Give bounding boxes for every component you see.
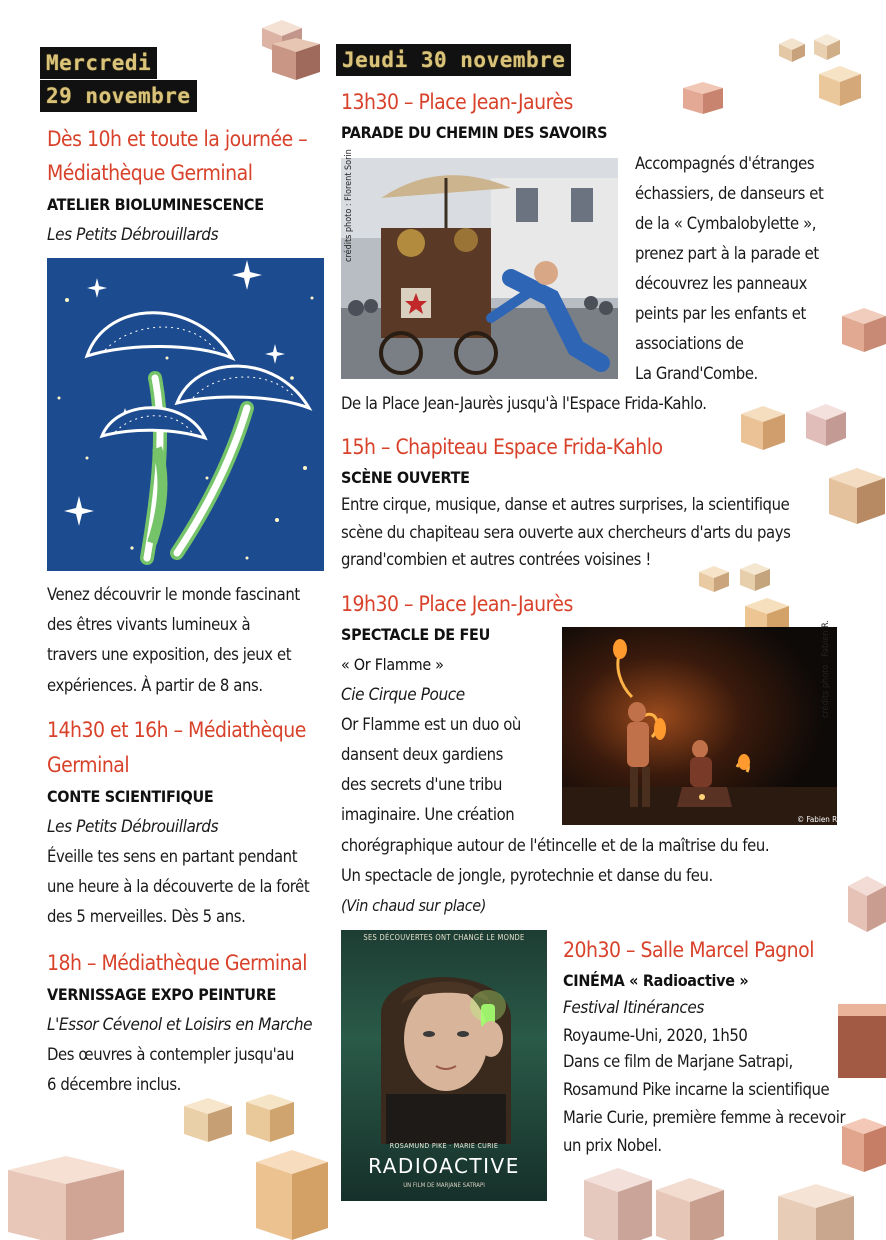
mushroom-illustration xyxy=(47,258,324,571)
event-heading: Dès 10h et toute la journée – xyxy=(47,127,308,151)
cube xyxy=(184,1098,232,1142)
event-heading: 18h – Médiathèque Germinal xyxy=(47,951,307,975)
event-description-line: grand'combien et autres contrées voisines ! xyxy=(341,550,651,569)
cube xyxy=(246,1094,294,1142)
event-description-line: un prix Nobel. xyxy=(563,1136,662,1155)
event-heading: 19h30 – Place Jean-Jaurès xyxy=(341,592,573,616)
event-description-line: scène du chapiteau sera ouverte aux chercheurs d'arts du pays xyxy=(341,523,791,542)
cube xyxy=(584,1168,652,1240)
event-heading: Médiathèque Germinal xyxy=(47,161,253,185)
event-side-text-line: La Grand'Combe. xyxy=(635,364,758,383)
event-side-text-line: découvrez les panneaux xyxy=(635,274,808,293)
event-description-line: chorégraphique autour de l'étincelle et de la maîtrise du feu. xyxy=(341,836,770,855)
event-description-line: imaginaire. Une création xyxy=(341,805,515,824)
event-side-text-line: de la « Cymbalobylette », xyxy=(635,214,817,233)
poster-portrait xyxy=(341,944,547,1144)
cube xyxy=(838,1004,886,1078)
event-organizer: L'Essor Cévenol et Loisirs en Marche xyxy=(47,1015,313,1035)
cube xyxy=(842,308,886,352)
event-caps-title: CINÉMA « Radioactive » xyxy=(563,971,749,990)
event-description-line: expériences. À partir de 8 ans. xyxy=(47,676,263,695)
event-festival: Festival Itinérances xyxy=(563,998,704,1018)
photo-watermark: © Fabien R. xyxy=(797,815,840,824)
event-caps-title: CONTE SCIENTIFIQUE xyxy=(47,787,214,806)
event-side-text-line: associations de xyxy=(635,334,744,353)
event-description-line: Un spectacle de jongle, pyrotechnie et danse du feu. xyxy=(341,866,713,885)
cube xyxy=(272,38,320,80)
fire-show-photo xyxy=(562,627,840,825)
cube xyxy=(656,1178,724,1240)
cube xyxy=(699,566,729,592)
event-description-line: Rosamund Pike incarne la scientifique xyxy=(563,1080,830,1099)
poster-tagline: SES DÉCOUVERTES ONT CHANGÉ LE MONDE xyxy=(363,933,525,942)
event-company: Cie Cirque Pouce xyxy=(341,685,465,705)
event-description-line: des secrets d'une tribu xyxy=(341,775,503,794)
event-side-text-line: échassiers, de danseurs et xyxy=(635,184,824,203)
film-info: Royaume-Uni, 2020, 1h50 xyxy=(563,1026,748,1045)
poster-cast: ROSAMUND PIKE · MARIE CURIE xyxy=(389,1142,499,1150)
event-organizer: Les Petits Débrouillards xyxy=(47,225,219,245)
cube xyxy=(842,1118,886,1172)
event-side-text-line: Accompagnés d'étranges xyxy=(635,154,815,173)
event-description-line: une heure à la découverte de la forêt xyxy=(47,877,310,896)
photo-credit: crédits photo : Florent Sorin xyxy=(344,149,354,262)
event-description-line: des êtres vivants lumineux à xyxy=(47,615,251,634)
event-heading: Germinal xyxy=(47,753,130,777)
photo-credit: crédits photo : Fabien R. xyxy=(821,620,831,718)
event-route: De la Place Jean-Jaurès jusqu'à l'Espace Frida-Kahlo. xyxy=(341,394,707,413)
event-description-line: Entre cirque, musique, danse et autres surprises, la scientifique xyxy=(341,495,790,514)
cube xyxy=(256,1150,328,1240)
event-caps-title: ATELIER BIOLUMINESCENCE xyxy=(47,195,264,214)
event-description-line: dansent deux gardiens xyxy=(341,745,503,764)
event-description-line: des 5 merveilles. Dès 5 ans. xyxy=(47,907,246,926)
event-caps-title: PARADE DU CHEMIN DES SAVOIRS xyxy=(341,123,608,142)
cube xyxy=(848,876,886,932)
cube xyxy=(741,406,785,450)
event-heading: 20h30 – Salle Marcel Pagnol xyxy=(563,938,814,962)
event-caps-title: VERNISSAGE EXPO PEINTURE xyxy=(47,985,277,1004)
event-side-text-line: prenez part à la parade et xyxy=(635,244,819,263)
date-tag-wednesday-line2: 29 novembre xyxy=(40,80,197,112)
event-heading: 13h30 – Place Jean-Jaurès xyxy=(341,90,573,114)
event-description-line: travers une exposition, des jeux et xyxy=(47,645,292,664)
date-tag-wednesday-line1: Mercredi xyxy=(40,47,157,79)
event-organizer: Les Petits Débrouillards xyxy=(47,817,219,837)
event-heading: 15h – Chapiteau Espace Frida-Kahlo xyxy=(341,435,663,459)
event-description-line: Dans ce film de Marjane Satrapi, xyxy=(563,1052,793,1071)
cube xyxy=(740,563,770,591)
event-description-line: 6 décembre inclus. xyxy=(47,1075,181,1094)
cube xyxy=(829,468,885,524)
movie-poster xyxy=(341,930,547,1201)
event-description-line: Marie Curie, première femme à recevoir xyxy=(563,1108,846,1127)
event-side-text-line: peints par les enfants et xyxy=(635,304,806,323)
cube xyxy=(779,38,805,62)
event-description-line: Des œuvres à contempler jusqu'au xyxy=(47,1045,294,1064)
cube xyxy=(778,1184,854,1240)
event-description-line: Venez découvrir le monde fascinant xyxy=(47,585,300,604)
cube xyxy=(814,34,840,60)
cube xyxy=(806,404,846,446)
event-note: (Vin chaud sur place) xyxy=(341,896,486,915)
cube xyxy=(819,66,861,106)
event-show-title: « Or Flamme » xyxy=(341,655,444,674)
date-tag-thursday: Jeudi 30 novembre xyxy=(336,44,571,76)
parade-photo xyxy=(341,158,618,379)
event-caps-title: SPECTACLE DE FEU xyxy=(341,625,490,644)
event-heading: 14h30 et 16h – Médiathèque xyxy=(47,718,306,742)
cube xyxy=(683,82,723,114)
cube xyxy=(8,1156,124,1240)
poster-title: RADIOACTIVE xyxy=(368,1154,520,1178)
event-description-line: Éveille tes sens en partant pendant xyxy=(47,847,298,866)
event-caps-title: SCÈNE OUVERTE xyxy=(341,468,470,487)
poster-subtitle: UN FILM DE MARJANE SATRAPI xyxy=(403,1182,485,1189)
event-description-line: Or Flamme est un duo où xyxy=(341,715,521,734)
